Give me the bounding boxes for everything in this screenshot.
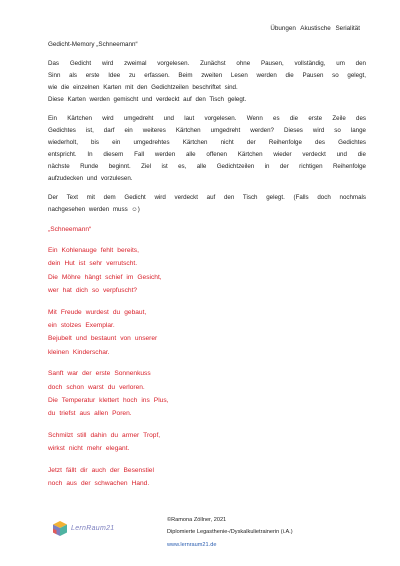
poem-line: Mit Freude wurdest du gebaut, <box>48 308 147 316</box>
paragraph-line: Der Text mit dem Gedicht wird verdeckt auf den Tisch gelegt. (Falls doch nochmals <box>48 194 366 201</box>
paragraph-line: nachgesehen werden muss ☺) <box>48 206 140 213</box>
copyright-text: ©Ramona Zöllner, 2021 <box>167 517 227 523</box>
logo-text: LernRaum21 <box>71 525 115 532</box>
poem-line: wer hat dich so verpfuscht? <box>48 287 138 295</box>
poem-title: „Schneemann“ <box>48 226 92 233</box>
paragraph-line: entspricht. In diesem Fall werden alle offenen Kärtchen wieder verdeckt und die <box>48 151 366 158</box>
main-content <box>48 41 366 499</box>
poem-stanza <box>48 429 366 456</box>
paragraph-line: wiederholt, bis ein umgedrehtes Kärtchen nicht der Reihenfolge des Gedichtes <box>48 139 366 146</box>
poem-line: doch schon warst du verloren. <box>48 383 145 391</box>
poem-line: dein Hut ist sehr verrutscht. <box>48 260 138 268</box>
poem-line: Sanft war der erste Sonnenkuss <box>48 370 151 378</box>
poem-line: wirkst nicht mehr elegant. <box>48 445 130 453</box>
poem-line: kleinen Kinderschar. <box>48 348 110 356</box>
author-role: Diplomierte Legasthenie-/Dyskalkulietrainerin (i.A.) <box>167 529 293 536</box>
poem-line: Jetzt fällt dir auch der Besenstiel <box>48 466 154 474</box>
poem-stanza <box>48 306 366 360</box>
poem-line: Schmilzt still dahin du armer Tropf, <box>48 431 161 439</box>
paragraph-line: Sinn als erste Idee zu erfassen. Beim zweiten Lesen werden die Pausen so gelegt, <box>48 72 366 79</box>
poem-line: Bejubelt und bestaunt von unserer <box>48 335 158 343</box>
paragraph-line: nächste Runde beginnt. Ziel ist es, alle Gedichtzeilen in der richtigen Reihenfolge <box>48 163 366 170</box>
website-link[interactable]: www.lernraum21.de <box>167 541 217 548</box>
poem-line: ein stolzes Exemplar. <box>48 322 115 330</box>
poem-line: Die Temperatur klettert hoch ins Plus, <box>48 397 169 405</box>
cube-logo-icon <box>52 520 68 537</box>
poem-stanza <box>48 367 366 421</box>
page-title: Gedicht-Memory „Schneemann“ <box>48 41 138 48</box>
poem-line: Ein Kohlenauge fehlt bereits, <box>48 247 139 254</box>
paragraph-line: Diese Karten werden gemischt und verdeckt auf den Tisch gelegt. <box>48 96 247 103</box>
footer <box>167 514 293 551</box>
poem-stanza <box>48 464 366 491</box>
paragraph-line: Das Gedicht wird zweimal vorgelesen. Zunächst ohne Pausen, vollständig, um den <box>48 60 366 67</box>
intro-paragraph <box>48 113 366 185</box>
poem-line: Die Möhre hängt schief im Gesicht, <box>48 273 162 281</box>
intro-paragraph <box>48 192 366 216</box>
paragraph-line: Ein Kärtchen wird umgedreht und laut vorgelesen. Wenn es die erste Zeile des <box>48 115 366 122</box>
page-header: Übungen Akustische Serialität <box>270 25 360 32</box>
poem-line: noch aus der schwachen Hand. <box>48 480 150 488</box>
poem-line: du triefst aus allen Poren. <box>48 410 132 418</box>
paragraph-line: aufzudecken und vorzulesen. <box>48 175 133 182</box>
intro-paragraph <box>48 58 366 106</box>
logo <box>52 520 114 537</box>
paragraph-line: wie die einzelnen Karten mit den Gedichtzeilen beschriftet sind. <box>48 84 238 91</box>
poem-stanza <box>48 244 366 298</box>
paragraph-line: Gedichtes ist, darf ein weiteres Kärtchen umgedreht werden? Dieses wird so lange <box>48 127 366 134</box>
